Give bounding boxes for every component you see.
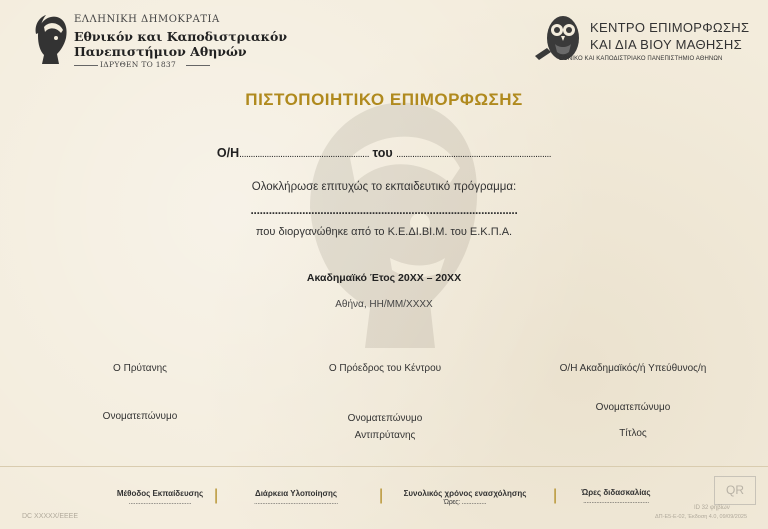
university-name-line1: Εθνικόν και Καποδιστριακόν: [74, 29, 288, 44]
duration-dots: ...................................................: [254, 499, 338, 506]
athena-head-logo: [32, 14, 68, 66]
program-dots: ........................................................................................: [250, 203, 518, 217]
footer-separator: |: [379, 487, 384, 504]
greek-republic-label: ΕΛΛΗΝΙΚΗ ΔΗΜΟΚΡΑΤΙΑ: [74, 14, 220, 25]
university-name-line2: Πανεπιστήμιον Αθηνών: [74, 44, 247, 59]
parent-dots: ....................................................................: [396, 149, 552, 160]
certificate-title: ΠΙΣΤΟΠΟΙΗΤΙΚΟ ΕΠΙΜΟΡΦΩΣΗΣ: [245, 90, 523, 109]
divider: [74, 65, 98, 66]
method-dots: ......................................: [128, 499, 192, 506]
president-title: Αντιπρύτανης: [354, 430, 416, 441]
president-name: Ονοματεπώνυμο: [347, 413, 423, 424]
footer-separator: |: [553, 487, 558, 504]
founded-label: ΙΔΡΥΘΕΝ ΤΟ 1837: [100, 60, 177, 69]
center-subtitle: ΕΘΝΙΚΟ ΚΑΙ ΚΑΠΟΔΙΣΤΡΙΑΚΟ ΠΑΝΕΠΙΣΤΗΜΙΟ ΑΘΗΝΩΝ: [559, 56, 723, 62]
completed-text: Ολοκλήρωσε επιτυχώς το εκπαιδευτικό πρόγραμμα:: [251, 181, 517, 193]
place-date: Αθήνα, ΗΗ/ΜΜ/ΧΧΧΧ: [335, 299, 433, 310]
organized-text: που διοργανώθηκε από το Κ.Ε.ΔΙ.ΒΙ.Μ. του Ε.Κ.Π.Α.: [255, 226, 513, 238]
center-name-line2: ΚΑΙ ΔΙΑ ΒΙΟΥ ΜΑΘΗΣΗΣ: [590, 37, 742, 52]
recipient-prefix: Ο/Η: [216, 146, 240, 160]
center-name-line1: ΚΕΝΤΡΟ ΕΠΙΜΟΡΦΩΣΗΣ: [590, 20, 750, 35]
total-time-label: Συνολικός χρόνος ενασχόλησης: [403, 489, 527, 498]
rector-name: Ονοματεπώνυμο: [102, 411, 178, 422]
method-label: Μέθοδος Εκπαίδευσης: [116, 489, 204, 498]
recipient-dots: .........................................................: [239, 149, 370, 160]
rector-role: Ο Πρύτανης: [113, 363, 167, 374]
footer-divider: [0, 466, 768, 467]
document-id: ID 32 φηβίων: [694, 505, 730, 511]
divider: [186, 65, 210, 66]
teaching-hours-label: Ώρες διδασκαλίας: [581, 488, 651, 497]
qr-code-placeholder: QR: [714, 476, 756, 505]
academic-name: Ονοματεπώνυμο: [595, 402, 671, 413]
version-text: ΔΠ-Ε5-Ε-02, Έκδοση 4.0, 09/09/2025: [655, 514, 748, 520]
recipient-line: [0, 146, 768, 160]
footer-separator: |: [214, 487, 219, 504]
academic-year: Ακαδημαϊκό Έτος 20ΧΧ – 20ΧΧ: [306, 272, 462, 284]
academic-role: Ο/Η Ακαδημαϊκός/ή Υπεύθυνος/η: [559, 363, 707, 374]
duration-label: Διάρκεια Υλοποίησης: [254, 489, 338, 498]
teaching-hours-dots: ........................................: [583, 498, 649, 505]
parent-label: του: [372, 146, 393, 160]
academic-title: Τίτλος: [619, 428, 647, 439]
total-time-value: Ώρες: ...............: [443, 499, 487, 506]
document-code: DC XXXXX/EEEE: [22, 513, 79, 520]
president-role: Ο Πρόεδρος του Κέντρου: [328, 363, 442, 374]
